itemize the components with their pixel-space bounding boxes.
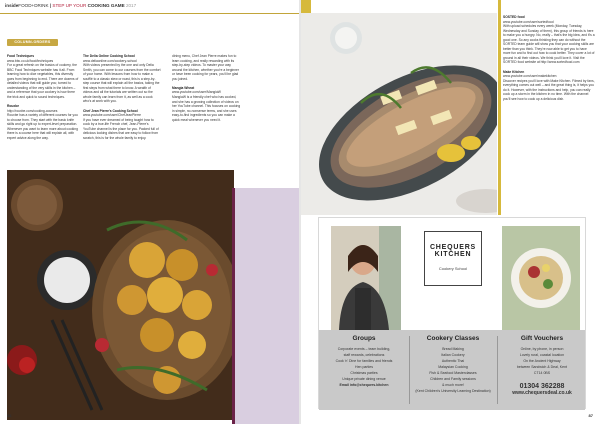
article-body: With videos presented by the one and only Delia Smith, you can come to our courses from the comfort of your home. With lessons from how to make a soufflé to a classic stew or roast, this is a step-by-step course that will explain all the basics, taking the first steps from what there to know. A wealth of videos and all the tutorials are written out so the whole family can learn from it, as well as a cook who's at work with you. (83, 63, 161, 104)
chequers-kitchen-logo (424, 231, 482, 286)
column-divider (409, 336, 410, 404)
dish-illustration (502, 226, 580, 330)
article-block (83, 54, 161, 104)
article-block (83, 109, 161, 141)
article-column-1 (7, 54, 80, 145)
header-title-b: COOKING GAME (87, 3, 125, 8)
chequers-kitchen-advert[interactable] (318, 217, 586, 409)
dish-photo (502, 226, 580, 330)
corner-block (301, 0, 311, 13)
article-title: Chef Jean Pierre's Cooking School (83, 108, 138, 113)
advert-top (319, 218, 585, 330)
article-block (503, 70, 595, 102)
vouchers-heading: Gift Vouchers (520, 335, 564, 342)
article-url[interactable]: http://rouxbe.com/cooking-courses (7, 108, 58, 113)
logo-line-2: KITCHEN (434, 251, 472, 258)
article-block (7, 104, 80, 140)
trout-photo (301, 13, 497, 215)
article-title: SOSTED food (503, 15, 525, 19)
classes-line: Malaysian Cooking (438, 365, 468, 369)
accent-bar (498, 0, 501, 215)
groups-line: Christmas parties (350, 371, 378, 375)
groups-column (323, 336, 405, 388)
trout-illustration (301, 13, 497, 215)
chef-photo (331, 226, 401, 330)
groups-line: Hen parties (355, 365, 373, 369)
page-number: 86 (7, 413, 12, 418)
section-pill: COLUMN-ORDERS (7, 39, 58, 46)
classes-line: Authentic Thai (441, 359, 465, 363)
article-body: For a great refresh on the basics of cookery, the BBC Food Techniques website has it all. From learning how to dice vegetables, this diversity goes from beginning to end. There are dozens of detailed videos that will guide you; turned to understanding of the very skills in the kitchen – and a reference that your cookery is how there the trick and quick to sound techniques. (7, 63, 79, 99)
classes-line: Fish & Seafood Masterclasses (429, 371, 477, 375)
cookery-classes-column (412, 336, 494, 394)
vouchers-line: between Sandwich & Deal, Kent (516, 365, 567, 369)
groups-line: Cook 'n' Dine for families and friends (335, 359, 393, 363)
classes-line: Bread Making (442, 347, 464, 351)
groups-line: Unique private dining venue (342, 377, 386, 381)
classes-line: & much more! (442, 383, 464, 387)
article-block (7, 54, 80, 99)
article-url[interactable]: www.youtube.com/user/makekitchen (503, 74, 557, 79)
article-url[interactable]: www.youtube.com/user/MangiaW (172, 90, 221, 95)
gift-vouchers-column (501, 336, 583, 396)
logo-line-1: CHEQUERS (429, 244, 477, 251)
article-column-3 (172, 54, 242, 127)
header-brand: inside (5, 3, 19, 8)
email-link[interactable]: Email info@chequers.kitchen (339, 383, 389, 387)
vouchers-line: On the Ancient Highway (523, 359, 561, 363)
groups-heading: Groups (352, 335, 376, 342)
article-title: Mangia Wheat (172, 85, 195, 90)
article-body: With upload schedules every week (Monday, Tuesday, Wednesday and Sunday of them), this group of friends is here to make you a hungry. No, really – that's the big idea, and it's a good one. So any cooks thinking they can do without the SORTED team guide will show you that your cooking skills are better than you think. They're now able to get you to have more fun and to find out how to cook better. They cover a lot of ground in all their videos. We think you'll love it. Visit the SORTED food website at http://www.sortedfood.com (503, 24, 595, 65)
header-separator: | (49, 3, 52, 8)
article-body: If you have ever dreamed of being taught how to cook by a true-life French chef, Jean-Pierre's YouTube channel is the place for you. Packed full of delicious looking dishes that are easy to follow from scratch, this is for the whole family to enjoy. (83, 117, 159, 140)
article-url[interactable]: www.deliaonline.com/cookery-school (83, 58, 137, 63)
classes-line: Children and Family sessions (430, 377, 476, 381)
phone-number[interactable]: 01304 362288 (519, 383, 565, 390)
article-body: Discover recipes you'll love with Make Kitchen. Filmed by fans, everything comes out well – and the great thing is, it helps you do it. However, with the instructions and help, you can really cook up a storm in the kitchen in no time. With the channel you'll see how to cook up a delicious dish. (503, 78, 595, 101)
logo-line-3: Cookery School (438, 266, 468, 271)
article-title: Make Kitchen (503, 69, 525, 74)
article-block (172, 54, 242, 81)
header-title-a: STEP UP YOUR (52, 3, 87, 8)
article-url[interactable]: www.bbc.co.uk/food/techniques (7, 58, 54, 63)
vouchers-line: CT14 0BS (533, 371, 551, 375)
article-title: Rouxbe (7, 104, 20, 109)
left-page (0, 0, 299, 424)
article-url[interactable]: www.youtube.com/user/sortedfood (503, 19, 554, 24)
groups-line: Corporate events – team building, (337, 347, 391, 351)
classes-heading: Cookery Classes (426, 335, 480, 342)
vouchers-line: Lovely rural, coastal location (519, 353, 565, 357)
article-block (172, 86, 242, 122)
article-body: Rouxbe has a variety of different courses for you to choose from. They start with the basic knife skills and go right up to expert-level preparation. Whenever you want to learn more about cooking there is a course here that will explain all, with expert advice along the way. (7, 113, 78, 140)
article-url[interactable]: www.youtube.com/user/ChefJeanPierre (83, 113, 141, 118)
classes-line: (Kent Children's University Learning Destination) (415, 389, 491, 393)
roast-potatoes-illustration (7, 170, 234, 420)
article-body: MangiaW is a friendly chef who has cooked, and she has a growing collection of videos on her YouTube channel. This focuses on cooking in simple, no-nonsense terms, and she uses easy-to-find ingredients so you can make a quick meal whenever you need it. (172, 94, 241, 122)
article-body: dining menu, Chef Jean Pierre makes fun to learn cooking, and really rewarding with its step-by-step videos. To master your way around the kitchen, whether you're a beginner or have been cooking for years, you'll be glad you joined. (172, 54, 239, 81)
website-link[interactable]: www.chequersdeal.co.uk (512, 390, 572, 396)
header-brand-rest: FOOD+DRINK (18, 3, 49, 8)
article-column-4 (503, 15, 595, 106)
header-year: 2017 (125, 3, 137, 8)
header-rule (0, 13, 299, 14)
article-title: Food Techniques (7, 54, 35, 58)
article-block (503, 15, 595, 65)
right-page (301, 0, 600, 424)
column-divider (497, 336, 498, 404)
decorative-panel (235, 188, 299, 424)
article-title: The Delia Online Cooking School (83, 54, 135, 58)
page-number: 87 (588, 413, 593, 418)
groups-line: staff rewards, celebrations (343, 353, 385, 357)
roast-potatoes-photo (7, 170, 234, 420)
article-column-2 (83, 54, 161, 145)
running-header (5, 3, 136, 8)
vouchers-line: Online, by phone, in person (520, 347, 564, 351)
classes-line: Italian Cookery (441, 353, 465, 357)
chef-illustration (331, 226, 401, 330)
